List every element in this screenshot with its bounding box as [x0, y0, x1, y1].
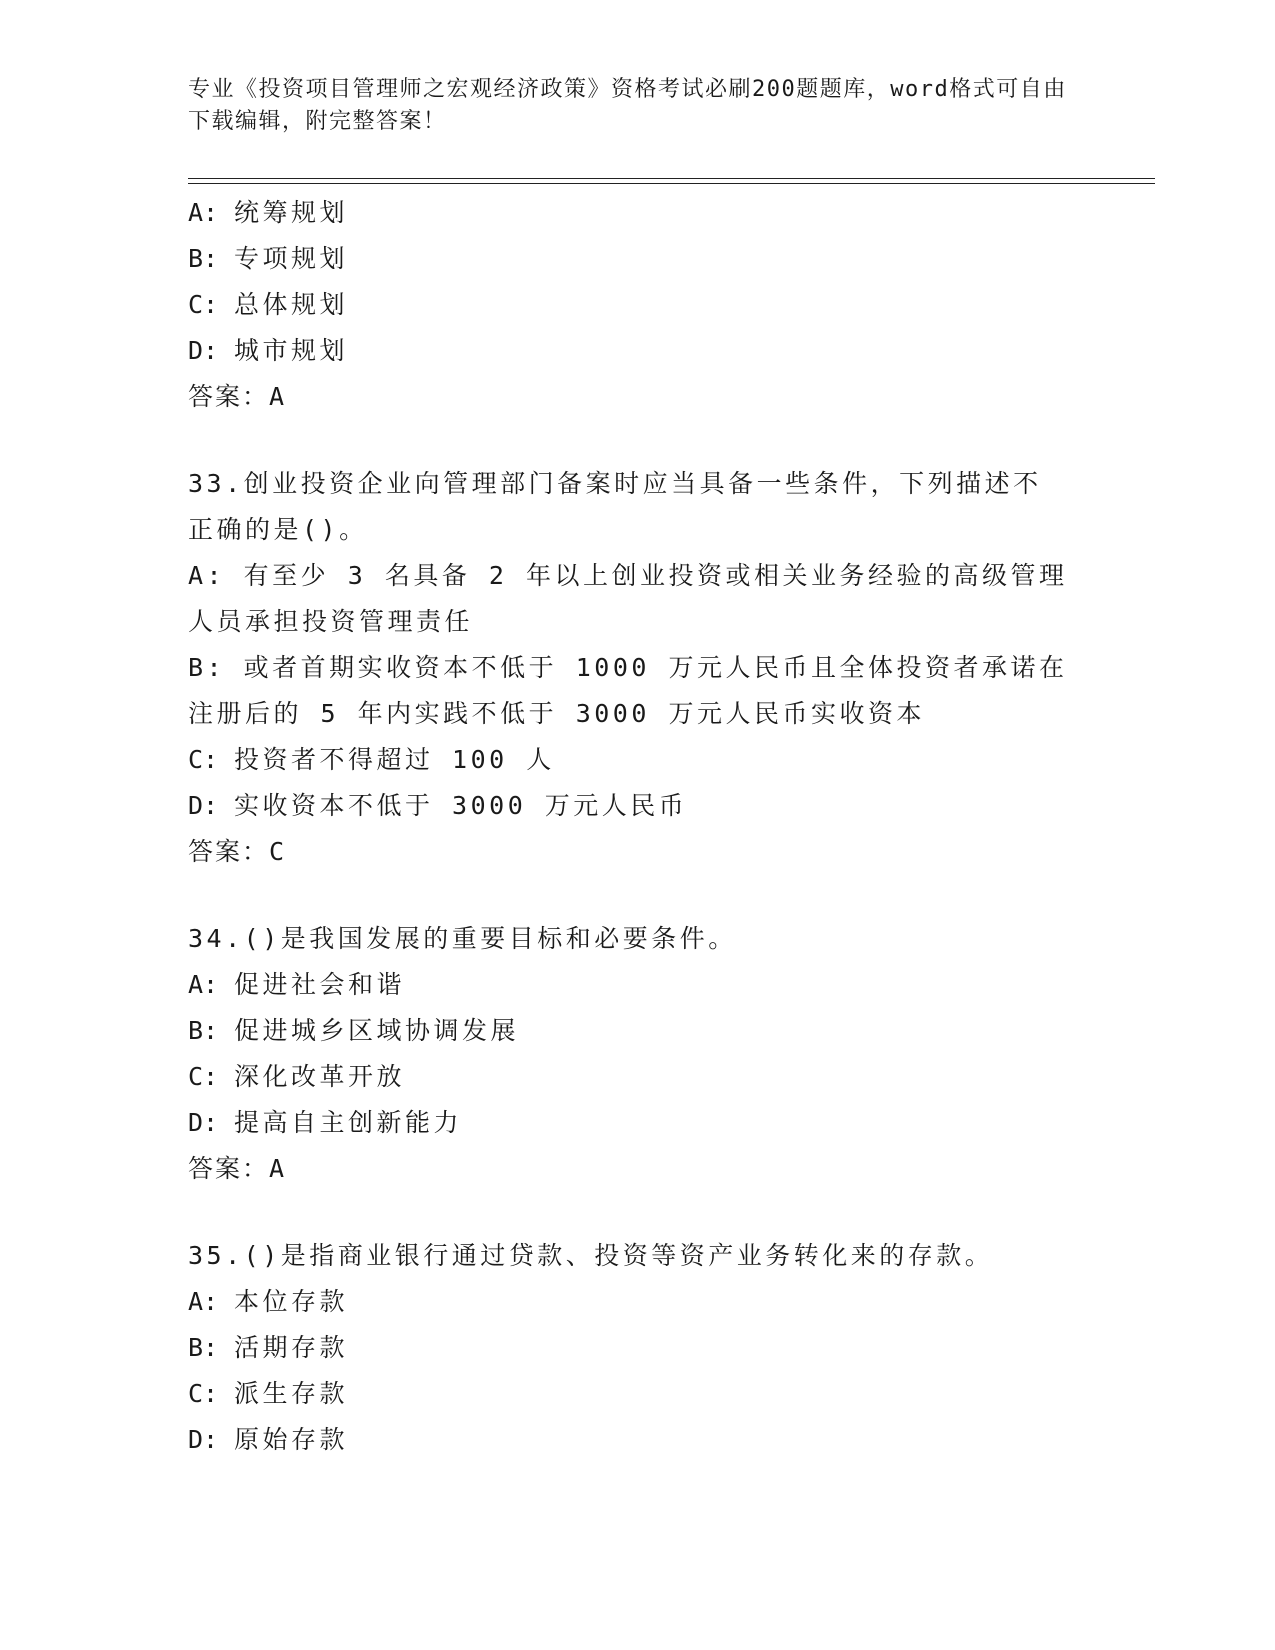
option-a — [188, 1279, 1088, 1325]
option-key: D: — [188, 791, 219, 820]
question-block — [188, 916, 1088, 1192]
option-text: 促进城乡区域协调发展 — [234, 1016, 520, 1045]
question-stem: 35.()是指商业银行通过贷款、投资等资产业务转化来的存款。 — [188, 1241, 994, 1270]
option-key: B: — [188, 1333, 219, 1362]
answer-label: 答案： — [188, 837, 270, 866]
option-key: A: — [188, 970, 219, 999]
option-key: B: — [188, 244, 219, 273]
option-text: 派生存款 — [234, 1379, 349, 1408]
option-key: A: — [188, 561, 226, 590]
document-header-title: 专业《投资项目管理师之宏观经济政策》资格考试必刷200题题库，word格式可自由下载编辑，附完整答案！ — [188, 77, 1067, 134]
option-b — [188, 1325, 1088, 1371]
option-key: C: — [188, 745, 219, 774]
question-list — [188, 190, 1088, 1463]
option-key: C: — [188, 1379, 219, 1408]
option-c — [188, 282, 1088, 328]
answer-line — [188, 829, 1088, 875]
option-text: 实收资本不低于 3000 万元人民币 — [234, 791, 688, 820]
option-a — [188, 553, 1068, 645]
option-key: B: — [188, 653, 226, 682]
option-key: C: — [188, 290, 219, 319]
option-key: A: — [188, 1287, 219, 1316]
question-spacer — [188, 1192, 1088, 1233]
option-c — [188, 737, 1088, 783]
option-d — [188, 783, 1088, 829]
question-block — [188, 461, 1088, 875]
header-divider-bottom — [188, 183, 1155, 184]
option-key: B: — [188, 1016, 219, 1045]
option-key: C: — [188, 1062, 219, 1091]
option-text: 城市规划 — [234, 336, 349, 365]
option-text: 统筹规划 — [234, 198, 349, 227]
question-spacer — [188, 420, 1088, 461]
option-text: 专项规划 — [234, 244, 349, 273]
answer-value: A — [269, 1154, 288, 1183]
option-key: A: — [188, 198, 219, 227]
answer-value: A — [269, 382, 288, 411]
option-c — [188, 1054, 1088, 1100]
question-block — [188, 1233, 1088, 1463]
option-key: D: — [188, 336, 219, 365]
option-text: 投资者不得超过 100 人 — [234, 745, 555, 774]
option-text: 深化改革开放 — [234, 1062, 406, 1091]
option-d — [188, 328, 1088, 374]
option-a — [188, 962, 1088, 1008]
option-text: 提高自主创新能力 — [234, 1108, 463, 1137]
option-d — [188, 1100, 1088, 1146]
question-stem: 33.创业投资企业向管理部门备案时应当具备一些条件，下列描述不正确的是()。 — [188, 469, 1042, 544]
option-text: 有至少 3 名具备 2 年以上创业投资或相关业务经验的高级管理人员承担投资管理责任 — [188, 561, 1068, 636]
option-text: 促进社会和谐 — [234, 970, 406, 999]
answer-label: 答案： — [188, 1154, 270, 1183]
question-stem: 34.()是我国发展的重要目标和必要条件。 — [188, 924, 737, 953]
option-a — [188, 190, 1088, 236]
option-d — [188, 1417, 1088, 1463]
option-key: D: — [188, 1425, 219, 1454]
header-divider-top — [188, 178, 1155, 179]
option-text: 或者首期实收资本不低于 1000 万元人民币且全体投资者承诺在注册后的 5 年内实践不低于 3000 万元人民币实收资本 — [188, 653, 1068, 728]
option-text: 本位存款 — [234, 1287, 349, 1316]
answer-value: C — [269, 837, 288, 866]
option-text: 活期存款 — [234, 1333, 349, 1362]
answer-line — [188, 1146, 1088, 1192]
option-b — [188, 236, 1088, 282]
answer-line — [188, 374, 1088, 420]
option-key: D: — [188, 1108, 219, 1137]
question-spacer — [188, 875, 1088, 916]
question-block — [188, 190, 1088, 420]
answer-label: 答案： — [188, 382, 270, 411]
option-text: 总体规划 — [234, 290, 349, 319]
option-c — [188, 1371, 1088, 1417]
option-text: 原始存款 — [234, 1425, 349, 1454]
option-b — [188, 645, 1068, 737]
option-b — [188, 1008, 1088, 1054]
